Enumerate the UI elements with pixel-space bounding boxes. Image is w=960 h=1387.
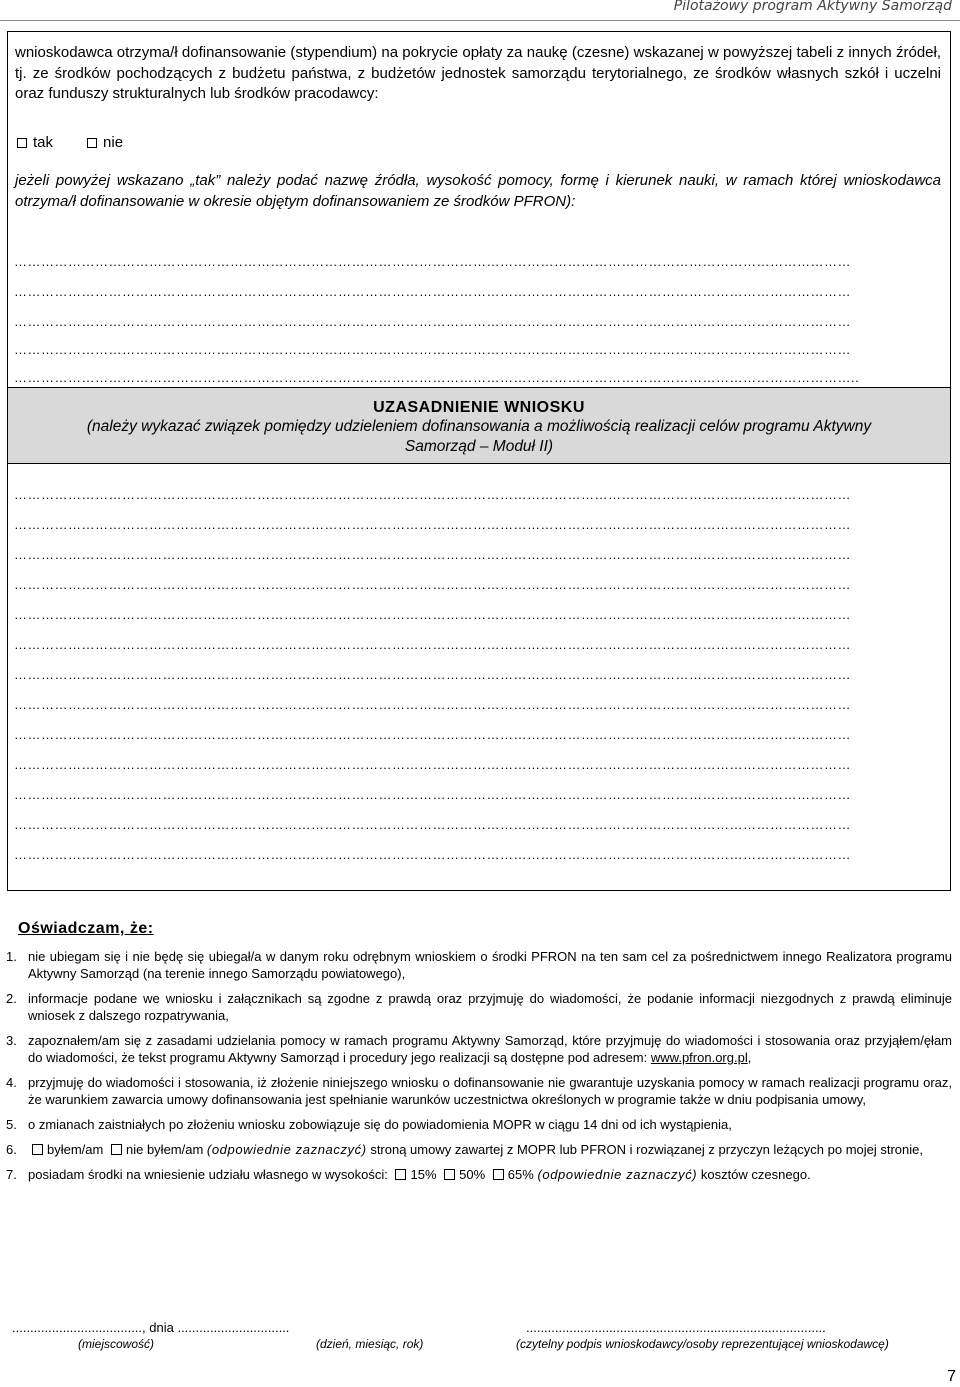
justification-line[interactable]: …………………………………………………………………………………………………………………………………………………………………… xyxy=(14,757,851,772)
declaration-item: 1. nie ubiegam się i nie będę się ubiegał/a w danym roku odrębnym wnioskiem o środki PFRON na ten sam cel za pośrednictwem innego Realizatora programu Aktywny Samorząd (na terenie innego Samorządu powiatowego), xyxy=(6,949,952,981)
justification-line[interactable]: …………………………………………………………………………………………………………………………………………………………………… xyxy=(14,847,851,862)
justification-line[interactable]: …………………………………………………………………………………………………………………………………………………………………… xyxy=(14,697,851,712)
declaration-item: 5. o zmianach zaistniałych po złożeniu wniosku zobowiązuje się do powiadomienia MOPR w ciągu 14 dni od ich wystąpienia, xyxy=(6,1117,732,1132)
was-not-party-checkbox[interactable] xyxy=(111,1144,122,1155)
yes-no-options xyxy=(17,134,123,151)
funding-paragraph: wnioskodawca otrzyma/ł dofinansowanie (stypendium) na pokrycie opłaty za naukę (czesne) wskazanej w powyższej tabeli z innych źródeł, tj. ze środków pochodzących z budżetu państwa, z budżetów jednostek samorządu terytorialnego, ze środków własnych szkół i uczelni oraz funduszy strukturalnych lub środków pracodawcy: xyxy=(15,44,941,102)
funding-sources-frame xyxy=(7,31,951,891)
signature-caption: (czytelny podpis wnioskodawcy/osoby reprezentującej wnioskodawcę) xyxy=(516,1337,889,1351)
yes-checkbox[interactable] xyxy=(17,138,27,148)
justification-subtitle: (należy wykazać związek pomiędzy udzieleniem dofinansowania a możliwością realizacji celów programu Aktywny Samorząd – Moduł II) xyxy=(86,418,872,455)
own-share-50-checkbox[interactable] xyxy=(444,1169,455,1180)
source-details-line[interactable]: …………………………………………………………………………………………………………………………………………………………………… xyxy=(14,314,851,329)
pfron-link[interactable]: www.pfron.org.pl xyxy=(650,1050,748,1065)
justification-line[interactable]: …………………………………………………………………………………………………………………………………………………………………… xyxy=(14,577,851,592)
place-date-line[interactable]: ...................................., dnia ............................... xyxy=(12,1320,290,1335)
own-share-15-checkbox[interactable] xyxy=(395,1169,406,1180)
source-details-line[interactable]: …………………………………………………………………………………………………………………………………………………………………… xyxy=(14,342,851,357)
justification-line[interactable]: …………………………………………………………………………………………………………………………………………………………………… xyxy=(14,667,851,682)
date-caption: (dzień, miesiąc, rok) xyxy=(316,1337,424,1351)
justification-line[interactable]: …………………………………………………………………………………………………………………………………………………………………… xyxy=(14,817,851,832)
declaration-item: 2. informacje podane we wniosku i załącznikach są zgodne z prawdą oraz przyjmuję do wiadomości, że podanie informacji niezgodnych z prawdą eliminuje wniosek z dalszego rozpatrywania, xyxy=(6,991,952,1023)
declaration-item: 7. posiadam środki na wniesienie udziału własnego w wysokości: 15% 50% 65% (odpowiednie zaznaczyć) kosztów czesnego. xyxy=(6,1167,811,1182)
no-label: nie xyxy=(103,134,124,151)
justification-line[interactable]: …………………………………………………………………………………………………………………………………………………………………… xyxy=(14,727,851,742)
signature-line[interactable]: ................................................................................... xyxy=(526,1320,826,1335)
source-details-line[interactable]: …………………………………………………………………………………………………………………………………………………………………… xyxy=(14,254,851,269)
justification-header xyxy=(8,387,950,464)
own-share-65-checkbox[interactable] xyxy=(493,1169,504,1180)
yes-label: tak xyxy=(33,134,54,151)
justification-line[interactable]: …………………………………………………………………………………………………………………………………………………………………… xyxy=(14,637,851,652)
justification-line[interactable]: …………………………………………………………………………………………………………………………………………………………………… xyxy=(14,487,851,502)
justification-title: UZASADNIENIE WNIOSKU xyxy=(373,399,585,416)
place-caption: (miejscowość) xyxy=(78,1337,155,1351)
no-checkbox[interactable] xyxy=(87,138,97,148)
justification-line[interactable]: …………………………………………………………………………………………………………………………………………………………………… xyxy=(14,547,851,562)
header-rule xyxy=(0,20,960,21)
declarations-heading: Oświadczam, że: xyxy=(18,920,154,937)
source-details-line[interactable]: …………………………………………………………………………………………………………………………………………………………………….. xyxy=(14,370,860,385)
justification-line[interactable]: …………………………………………………………………………………………………………………………………………………………………… xyxy=(14,607,851,622)
source-details-paragraph: jeżeli powyżej wskazano „tak” należy podać nazwę źródła, wysokość pomocy, formę i kierunek nauki, w ramach której wnioskodawca otrzyma/ł dofinansowanie w okresie objętym dofinansowaniem ze środków PFRON): xyxy=(15,172,941,210)
was-party-checkbox[interactable] xyxy=(32,1144,43,1155)
source-details-line[interactable]: …………………………………………………………………………………………………………………………………………………………………… xyxy=(14,284,851,299)
declaration-item: 4. przyjmuję do wiadomości i stosowania, iż złożenie niniejszego wniosku o dofinansowanie nie gwarantuje uzyskania pomocy w ramach realizacji programu oraz, że warunkiem zawarcia umowy dofinansowania jest spełnianie warunków uczestnictwa określonych w programie także w dniu podpisania umowy, xyxy=(6,1075,952,1107)
page-number: 7 xyxy=(947,1368,956,1385)
justification-line[interactable]: …………………………………………………………………………………………………………………………………………………………………… xyxy=(14,517,851,532)
declaration-item: 6. byłem/am nie byłem/am (odpowiednie zaznaczyć) stroną umowy zawartej z MOPR lub PFRON i rozwiązanej z przyczyn leżących po mojej stronie, xyxy=(6,1142,923,1157)
declaration-item: 3. zapoznałem/am się z zasadami udzielania pomocy w ramach programu Aktywny Samorząd, które przyjmuję do wiadomości i stosowania oraz przyjąłem/ęłam do wiadomości, że tekst programu Aktywny Samorząd i procedury jego realizacji są dostępne pod adresem: www.pfron.org.pl, xyxy=(6,1033,952,1065)
header-title: Pilotażowy program Aktywny Samorząd xyxy=(673,0,952,14)
declarations-list xyxy=(6,948,952,1191)
justification-line[interactable]: …………………………………………………………………………………………………………………………………………………………………… xyxy=(14,787,851,802)
